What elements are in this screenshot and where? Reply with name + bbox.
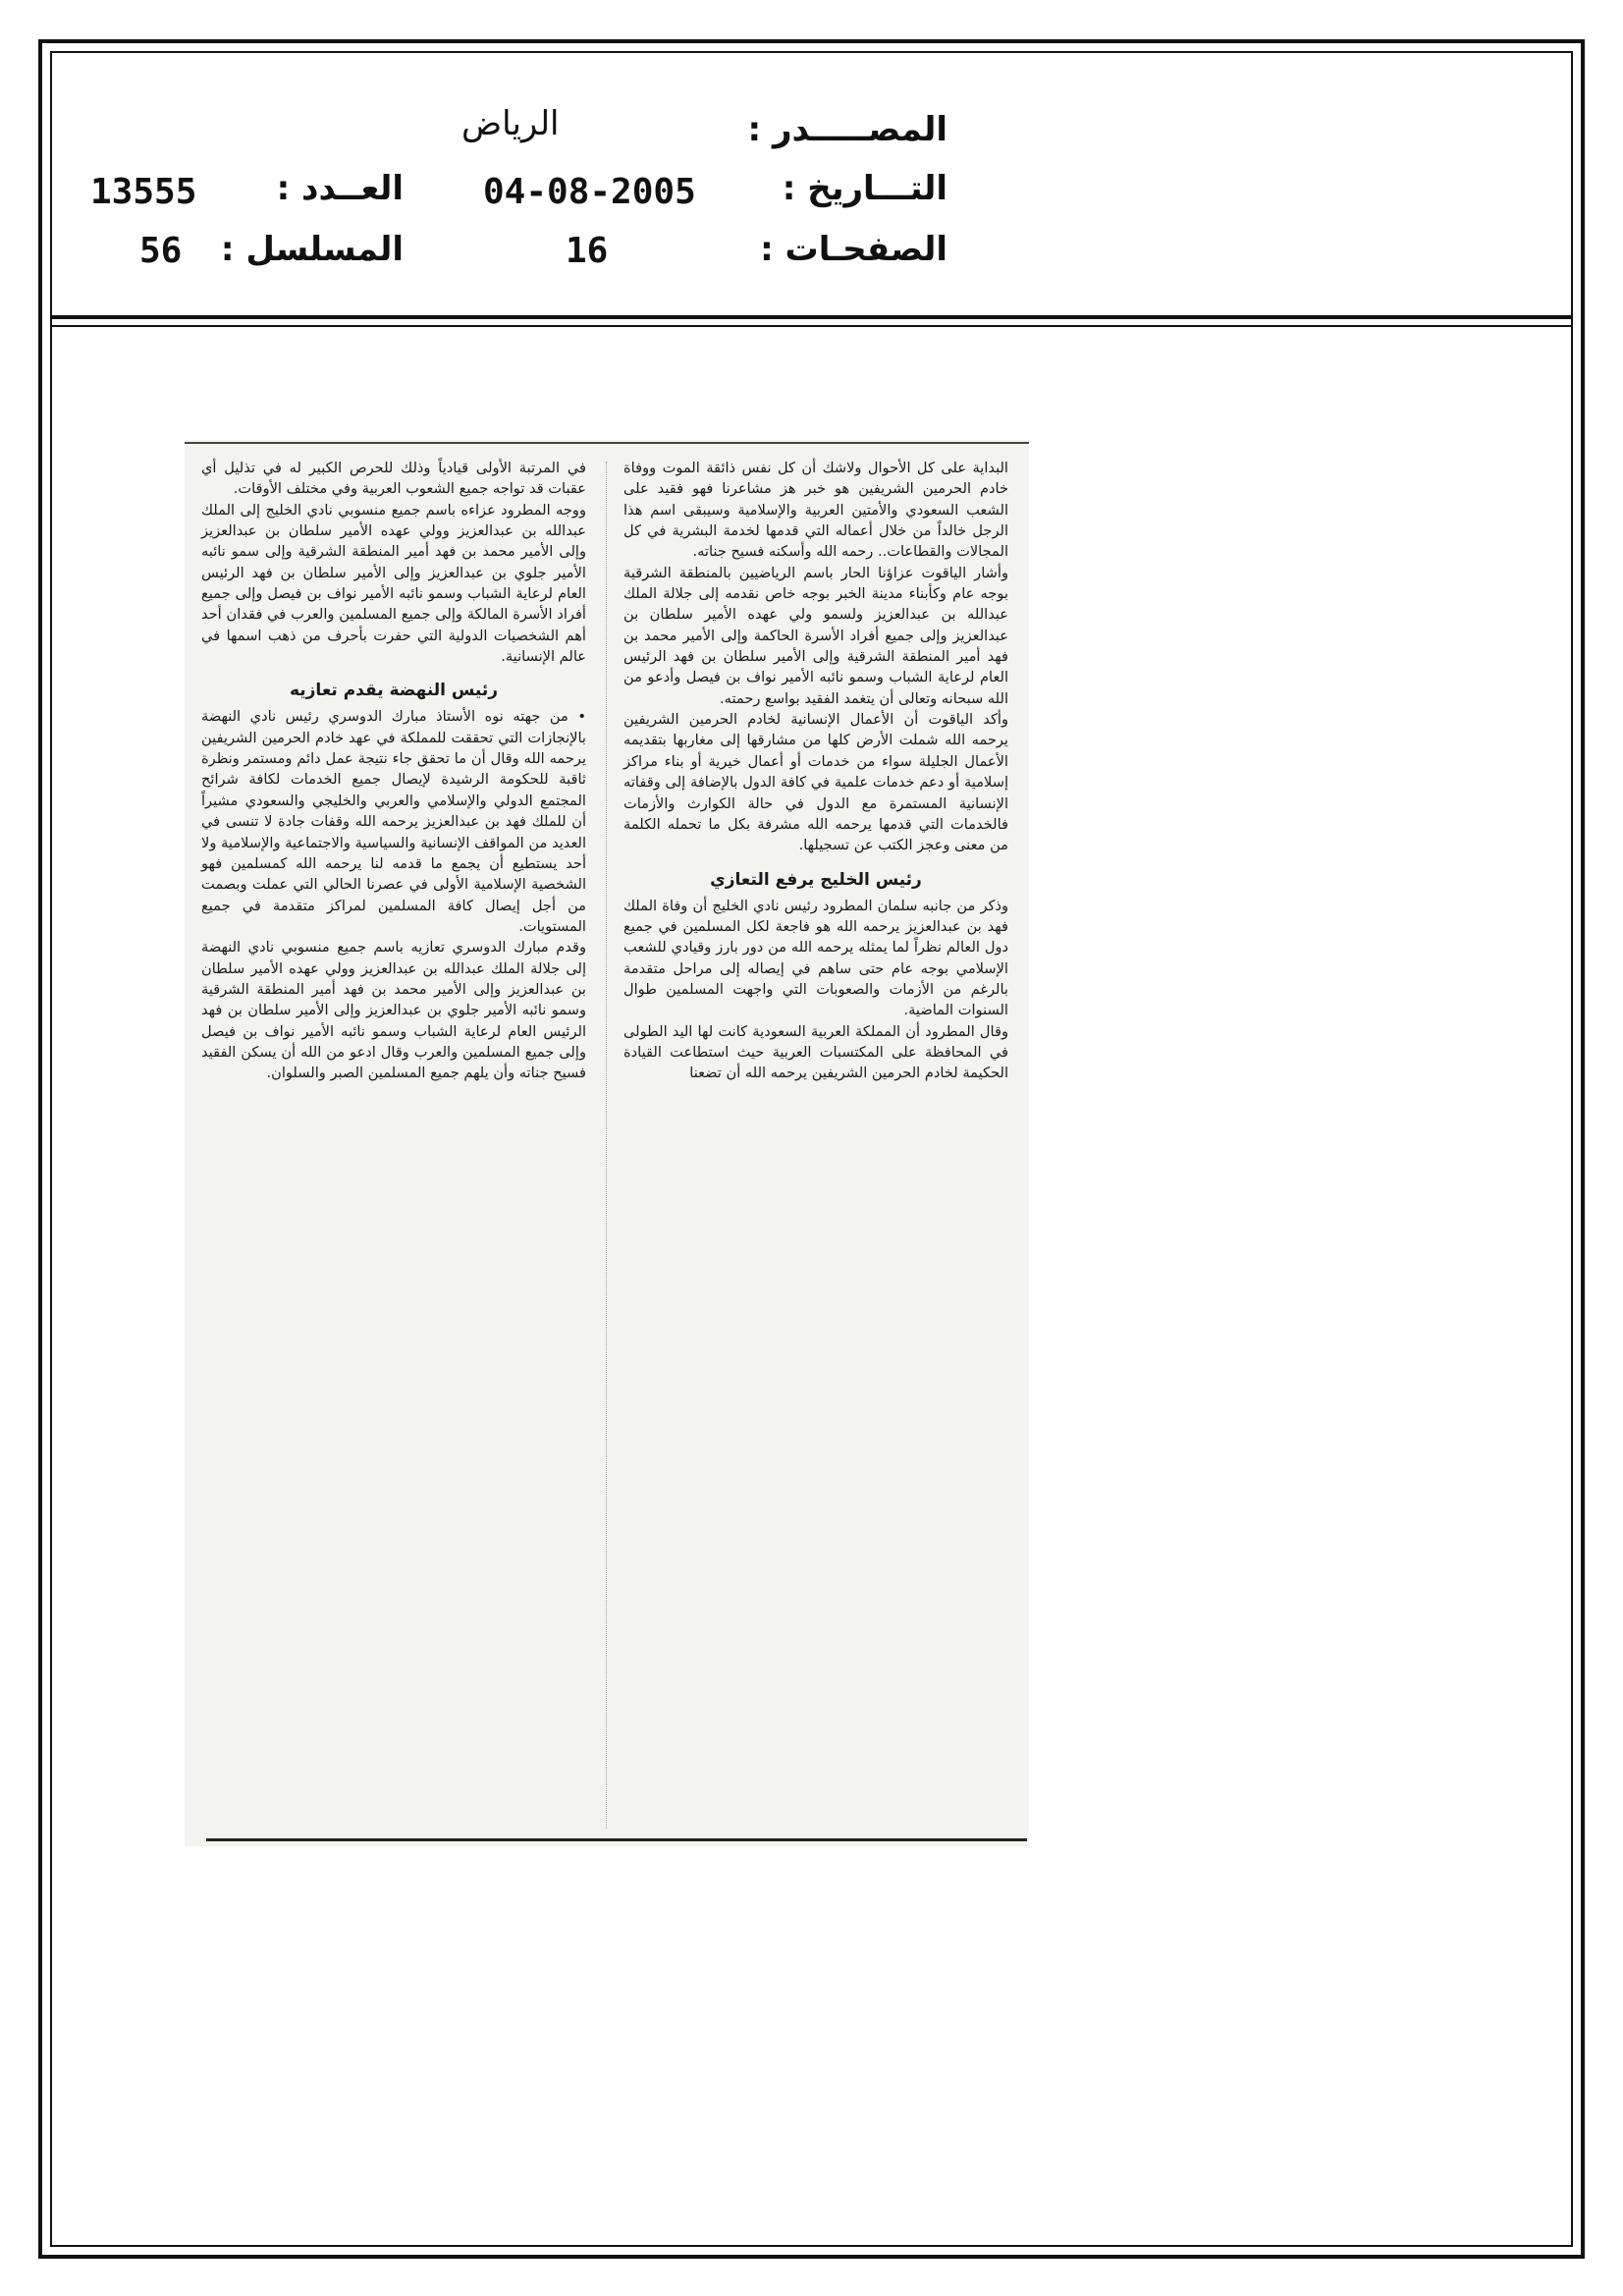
serial-label: المسلسل : [220, 230, 404, 269]
article-paragraph: وذكر من جانبه سلمان المطرود رئيس نادي الخليج أن وفاة الملك فهد بن عبدالعزيز يرحمه الله هو فاجعة لكل المسلمين في جميع دول العالم نظراً لما يمثله يرحمه الله من دور بارز وقيادي للشعب الإسلامي بوجه عام حتى ساهم في إيصاله إلى مراحل متقدمة بالرغم من الأزمات والصعوبات التي واجهت المسلمين طوال السنوات الماضية. [623, 897, 1008, 1019]
article-subheading: رئيس الخليج يرفع التعازي [710, 869, 922, 890]
issue-label: العــدد : [276, 169, 404, 208]
date-label: التـــاريخ : [782, 169, 947, 208]
article-paragraph: وقال المطرود أن المملكة العربية السعودية كانت لها اليد الطولى في المحافظة على المكتسبات العربية حيث استطاعت القيادة الحكيمة لخادم الحرمين الشريفين يرحمه الله أن تضعنا [623, 1022, 1008, 1082]
article-subheading: رئيس النهضة يقدم تعازيه [289, 681, 499, 701]
article-left-column [201, 458, 586, 1084]
pages-value: 16 [566, 231, 609, 271]
article-paragraph: • من جهته نوه الأستاذ مبارك الدوسري رئيس نادي النهضة بالإنجازات التي تحققت للمملكة في عهد خادم الحرمين الشريفين يرحمه الله وقال أن ما تحقق جاء نتيجة عمل دائم ومستمر ونظرة ثاقبة للحكومة الرشيدة لإيصال جميع الخدمات لكافة شرائح المجتمع الدولي والإسلامي والعربي والخليجي والسعودي مشيراً أن للملك فهد بن عبدالعزيز يرحمه الله وقفات جادة لا تنسى في العديد من المواقف الإنسانية والسياسية والاجتماعية والإسلامية ولا أحد يستطيع أن يجمع ما قدمه لنا يرحمه الله كمسلمين فهو الشخصية الإسلامية الأولى في عصرنا الحالي التي عملت وبصمت من أجل إيصال كافة المسلمين لمراكز متقدمة في جميع المستويات. [201, 708, 586, 935]
header-divider-thin [50, 325, 1573, 327]
article-paragraph: وأشار الياقوت عزاؤنا الحار باسم الرياضيين بالمنطقة الشرقية بوجه عام وكأبناء مدينة الخبر بوجه خاص نقدمه إلى جلالة الملك عبدالله بن عبدالعزيز ولسمو ولي عهده الأمير سلطان بن عبدالعزيز وإلى جميع أفراد الأسرة الحاكمة وإلى الأمير محمد بن فهد أمير المنطقة الشرقية وإلى الأمير سلطان بن فهد الرئيس العام لرعاية الشباب وسمو نائبه الأمير نواف بن فيصل وأدعو من الله سبحانه وتعالى أن يتغمد الفقيد بواسع رحمته. [623, 564, 1008, 707]
column-divider [606, 462, 608, 1829]
header-divider [50, 315, 1573, 319]
article-paragraph: في المرتبة الأولى قيادياً وذلك للحرص الكبير له في تذليل أي عقبات قد تواجه جميع الشعوب العربية وفي مختلف الأوقات. [201, 460, 586, 498]
article-paragraph: ووجه المطرود عزاءه باسم جميع منسوبي نادي الخليج إلى الملك عبدالله بن عبدالعزيز وولي عهده الأمير سلطان بن عبدالعزيز وإلى الأمير محمد بن فهد أمير المنطقة الشرقية وإلى سمو نائبه الأمير جلوي بن عبدالعزيز وإلى الأمير سلطان بن فهد الرئيس العام لرعاية الشباب وسمو نائبه الأمير نواف بن فيصل وإلى جميع أفراد الأسرة المالكة وإلى جميع المسلمين والعرب في فقدان أحد أهم الشخصيات الدولية التي حفرت بأحرف من ذهب اسمها في عالم الإنسانية. [201, 501, 586, 666]
clipping-top-rule [185, 442, 1029, 444]
article-paragraph: البداية على كل الأحوال ولاشك أن كل نفس ذائقة الموت ووفاة خادم الحرمين الشريفين هو خبر هز مشاعرنا فهو فقيد على الشعب السعودي والأمتين العربية والإسلامية وسيبقى اسم هذا الرجل خالداً من خلال أعماله التي قدمها لخدمة البشرية في كل المجالات والقطاعات.. رحمه الله وأسكنه فسيح جناته. [623, 460, 1008, 561]
issue-value: 13555 [90, 172, 197, 212]
source-value: الرياض [461, 104, 560, 143]
date-value: 04-08-2005 [483, 172, 696, 212]
article-right-column [623, 458, 1008, 1084]
pages-label: الصفحـات : [760, 230, 947, 269]
clipping-bottom-rule [206, 1838, 1027, 1841]
source-label: المصـــــدر : [747, 110, 947, 149]
article-paragraph: وقدم مبارك الدوسري تعازيه باسم جميع منسوبي نادي النهضة إلى جلالة الملك عبدالله بن عبدالعزيز وولي عهده الأمير سلطان بن عبدالعزيز وإلى الأمير محمد بن فهد أمير المنطقة الشرقية وسمو نائبه الأمير جلوي بن عبدالعزيز وإلى الأمير سلطان بن فهد الرئيس العام لرعاية الشباب وسمو نائبه الأمير نواف بن فيصل وإلى جميع المسلمين والعرب وقال ادعو من الله أن يسكن الفقيد فسيح جناته وأن يلهم جميع المسلمين الصبر والسلوان. [201, 939, 586, 1082]
serial-value: 56 [139, 231, 183, 271]
article-paragraph: وأكد الياقوت أن الأعمال الإنسانية لخادم الحرمين الشريفين يرحمه الله شملت الأرض كلها من مشارقها إلى مغاربها بتقديمه الأعمال الجليلة سواء من خدمات أو أعمال خيرية أو بناء مراكز إسلامية أو دعم خدمات علمية في كافة الدول بالإضافة إلى وقفاته الإنسانية المستمرة مع الدول في حالة الكوارث والأزمات فالخدمات التي قدمها يرحمه الله مشرفة بكل ما تحمله الكلمة من معنى وعجز الكتب عن تسجيلها. [623, 711, 1008, 854]
